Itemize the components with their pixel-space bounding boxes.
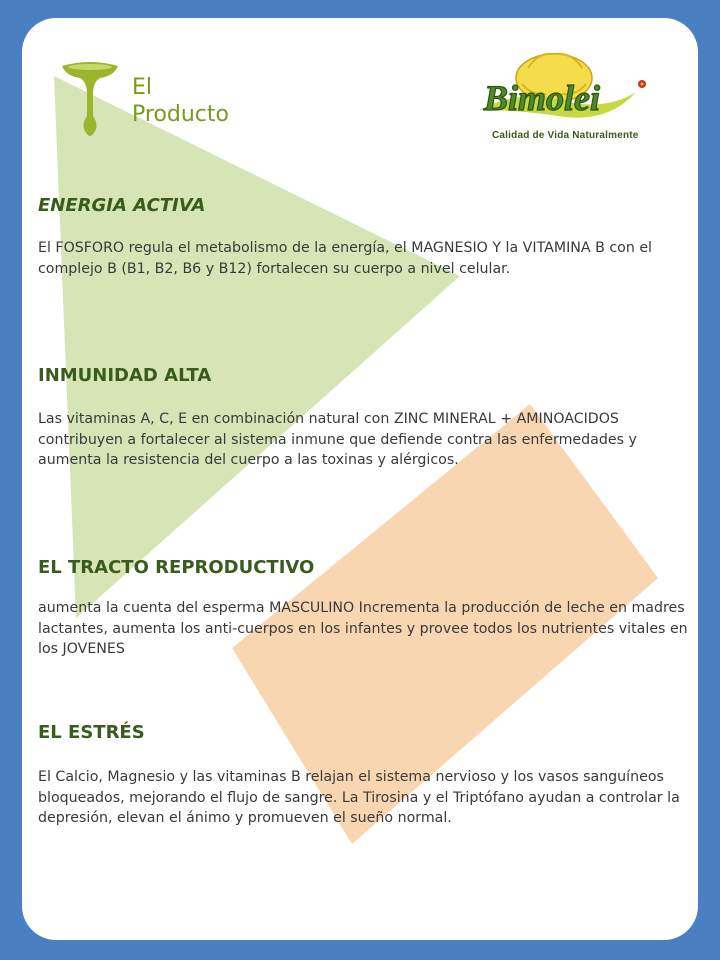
slide-card: [22, 18, 698, 940]
section-heading: EL TRACTO REPRODUCTIVO: [38, 557, 315, 578]
section-body: El FOSFORO regula el metabolismo de la energía, el MAGNESIO Y la VITAMINA B con el complejo B (B1, B2, B6 y B12) fortalecen su cuerpo a nivel celular.: [38, 240, 652, 277]
section-body: Las vitaminas A, C, E en combinación natural con ZINC MINERAL + AMINOACIDOS contribuyen a fortalecer al sistema inmune que defiende contra las enfermedades y aumenta la resistencia del cuerpo a las toxinas y alérgicos.: [38, 411, 637, 468]
section-body: El Calcio, Magnesio y las vitaminas B relajan el sistema nervioso y los vasos sanguíneos bloqueados, mejorando el flujo de sangre. La Tirosina y el Triptófano ayudan a controlar la depresión, elevan el ánimo y promueven el sueño normal.: [38, 769, 680, 826]
oil-drop-icon: [60, 60, 120, 140]
section-reproductivo: [38, 557, 688, 660]
svg-text:Bimolei: Bimolei: [484, 78, 600, 118]
page-title: [132, 74, 229, 128]
bimolei-logo: [458, 48, 658, 134]
title-line-2: Producto: [132, 102, 229, 127]
title-line-1: El: [132, 75, 153, 100]
section-inmunidad: [38, 365, 688, 471]
section-heading: INMUNIDAD ALTA: [38, 365, 212, 386]
section-body: aumenta la cuenta del esperma MASCULINO Incrementa la producción de leche en madres lactantes, aumenta los anti-cuerpos en los infantes y provee todos los nutrientes vitales en los JOVENES: [38, 600, 688, 657]
section-estres: [38, 722, 688, 829]
section-heading: ENERGIA ACTIVA: [38, 195, 206, 216]
section-energia: [38, 195, 688, 279]
logo-tagline: Calidad de Vida Naturalmente: [492, 130, 639, 141]
section-heading: EL ESTRÉS: [38, 722, 145, 743]
